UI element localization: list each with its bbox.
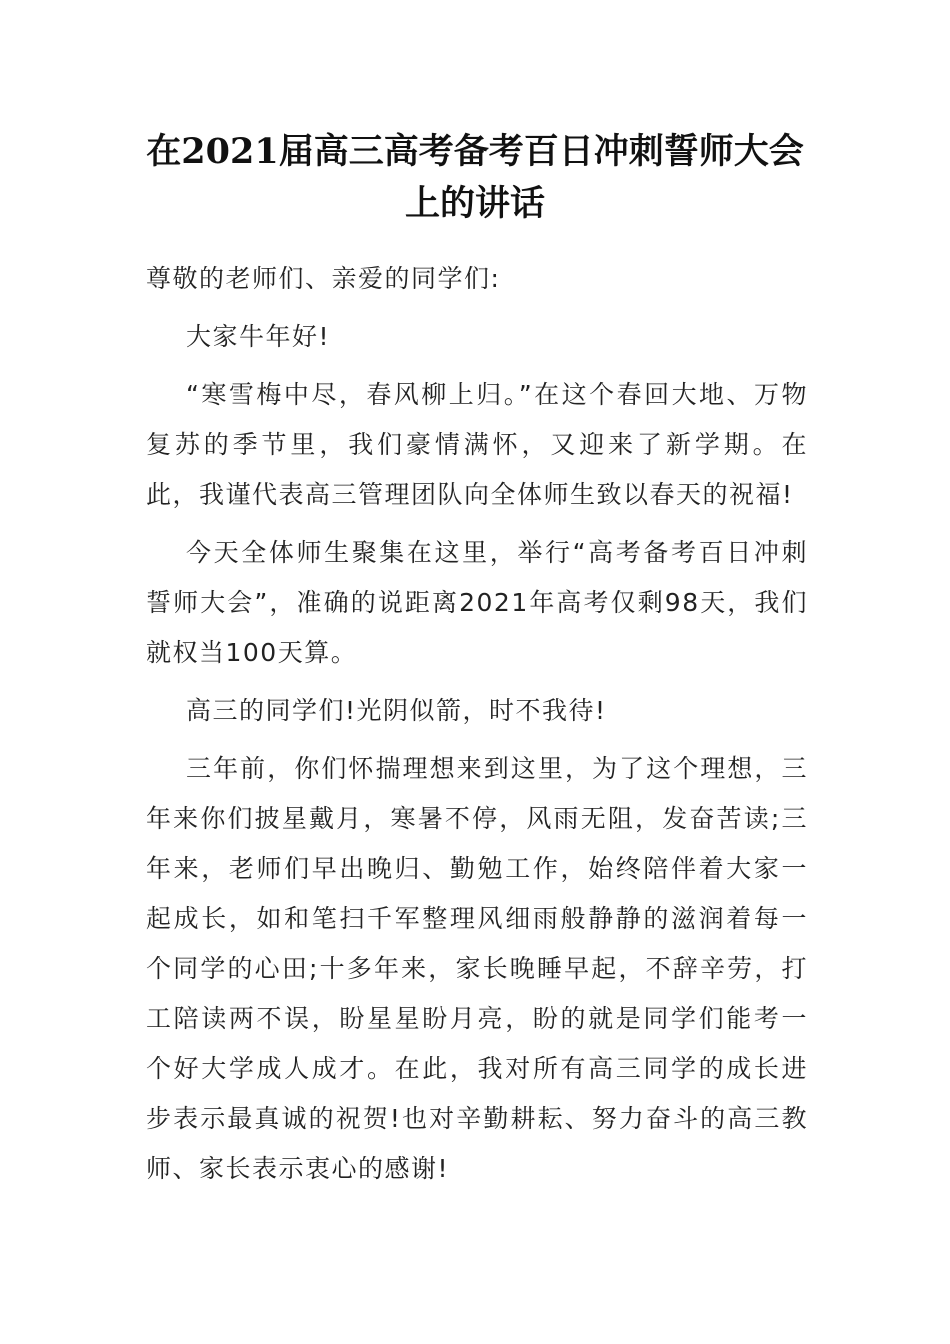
paragraph-greeting: 大家牛年好! — [186, 322, 331, 351]
paragraph-time: 高三的同学们!光阴似箭，时不我待! — [186, 696, 607, 725]
document-title: 在2021届高三高考备考百日冲刺誓师大会上的讲话 — [146, 131, 804, 224]
paragraph-three-years: 三年前，你们怀揣理想来到这里，为了这个理想，三年来你们披星戴月，寒暑不停，风雨无阻，发奋苦读;三年来，老师们早出晚归、勤勉工作，始终陪伴着大家一起成长，如和笔扫千军整理风细雨般静静的滋润着每一个同学的心田;十多年来，家长晚睡早起，不辞辛劳，打工陪读两不误，盼星星盼月亮，盼的就是同学们能考一个好大学成人成才。在此，我对所有高三同学的成长进步表示最真诚的祝贺!也对辛勤耕耘、努力奋斗的高三教师、家长表示衷心的感谢! — [146, 754, 808, 1183]
salutation: 尊敬的老师们、亲爱的同学们: — [146, 264, 501, 293]
document-body — [146, 254, 808, 1202]
paragraph-rally: 今天全体师生聚集在这里，举行“高考备考百日冲刺誓师大会”，准确的说距离2021年高考仅剩98天，我们就权当100天算。 — [146, 538, 808, 667]
paragraph-spring: “寒雪梅中尽，春风柳上归。”在这个春回大地、万物复苏的季节里，我们豪情满怀，又迎来了新学期。在此，我谨代表高三管理团队向全体师生致以春天的祝福! — [146, 380, 808, 509]
